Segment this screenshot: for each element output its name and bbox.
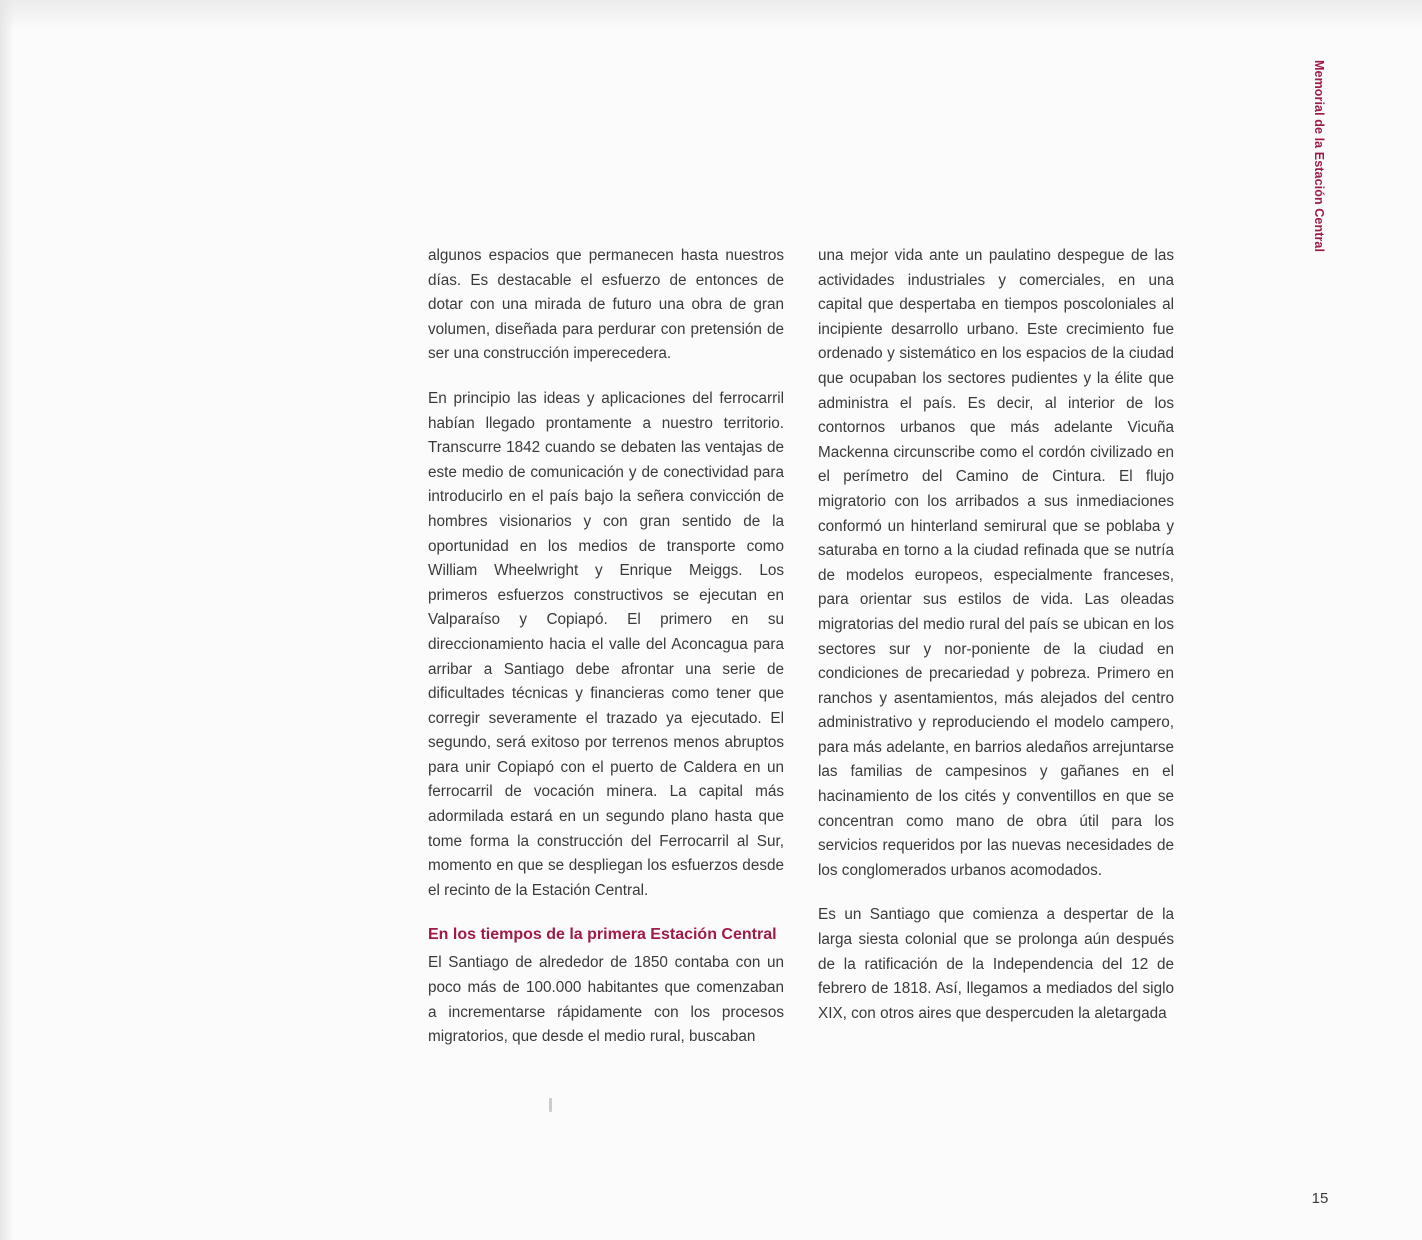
section-heading: En los tiempos de la primera Estación Central (428, 926, 777, 944)
left-column (428, 244, 784, 1070)
right-paragraph-1: una mejor vida ante un paulatino despegue de las actividades industriales y comerciales, en una capital que despertaba en tiempos poscoloniales al incipiente desarrollo urbano. Este crecimiento fue ordenado y sistemático en los espacios de la ciudad que ocupaban los sectores pudientes y la élite que administra el país. Es decir, al interior de los contornos urbanos que más adelante Vicuña Mackenna circunscribe como el cordón civilizado en el perímetro del Camino de Cintura. El flujo migratorio con los arribados a sus inmediaciones conformó un hinterland semirural que se poblaba y saturaba en torno a la ciudad refinada que se nutría de modelos europeos, especialmente franceses, para orientar sus estilos de vida. Las oleadas migratorias del medio rural del país se ubican en los sectores sur y nor-poniente de la ciudad en condiciones de precariedad y pobreza. Primero en ranchos y asentamientos, más alejados del centro administrativo y reproduciendo el modelo campero, para más adelante, en barrios aledaños arrejuntarse las familias de campesinos y gañanes en el hacinamiento de los cités y conventillos en que se concentran como mano de obra útil para los servicios requeridos por las nuevas necesidades de los conglomerados urbanos acomodados. (818, 247, 1174, 879)
page-edge-shadow-top (0, 0, 1422, 30)
left-paragraph-1: algunos espacios que permanecen hasta nuestros días. Es destacable el esfuerzo de entonces de dotar con una mirada de futuro una obra de gran volumen, diseñada para perdurar con pretensión de ser una construcción imperecedera. (428, 247, 784, 363)
left-paragraph-3: El Santiago de alrededor de 1850 contaba con un poco más de 100.000 habitantes que comenzaban a incrementarse rápidamente con los procesos migratorios, que desde el medio rural, buscaban (428, 954, 784, 1046)
page-edge-shadow-left (0, 0, 14, 1240)
running-head: Memorial de la Estación Central (1312, 60, 1326, 253)
right-paragraph-2: Es un Santiago que comienza a despertar de la larga siesta colonial que se prolonga aún después de la ratificación de la Independencia del 12 de febrero de 1818. Así, llegamos a mediados del siglo XIX, con otros aires que despercuden la aletargada (818, 906, 1174, 1022)
page-number: 15 (1311, 1190, 1329, 1207)
scan-artifact-mark (549, 1098, 552, 1112)
right-column (818, 244, 1174, 1046)
left-paragraph-2: En principio las ideas y aplicaciones del ferrocarril habían llegado prontamente a nuestro territorio. Transcurre 1842 cuando se debaten las ventajas de este medio de comunicación y de conectividad para introducirlo en el país bajo la señera convicción de hombres visionarios y con gran sentido de la oportunidad en los medios de transporte como William Wheelwright y Enrique Meiggs. Los primeros esfuerzos constructivos se ejecutan en Valparaíso y Copiapó. El primero en su direccionamiento hacia el valle del Aconcagua para arribar a Santiago debe afrontar una serie de dificultades técnicas y financieras como tener que corregir severamente el trazado ya ejecutado. El segundo, será exitoso por terrenos menos abruptos para unir Copiapó con el puerto de Caldera en un ferrocarril de vocación minera. La capital más adormilada estará en un segundo plano hasta que tome forma la construcción del Ferrocarril al Sur, momento en que se despliegan los esfuerzos desde el recinto de la Estación Central. (428, 389, 784, 899)
